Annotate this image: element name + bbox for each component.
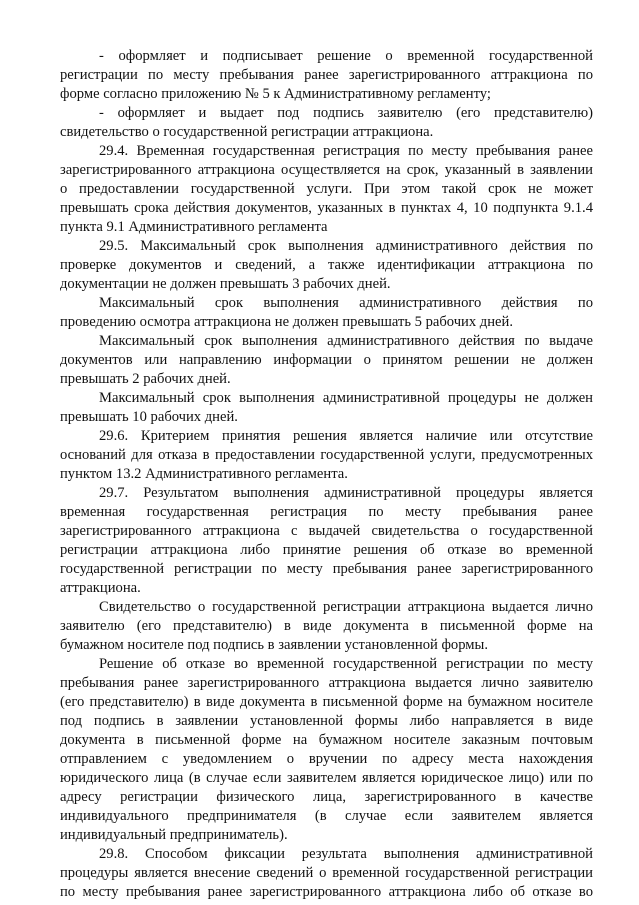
paragraph-line: пребывания ранее зарегистрированного аттракциона выдается лично заявителю <box>60 675 593 691</box>
paragraph <box>60 655 593 845</box>
paragraph <box>60 104 593 142</box>
paragraph <box>60 142 593 237</box>
paragraph <box>60 427 593 484</box>
paragraph-line: 29.7. Результатом выполнения административной процедуры является <box>99 485 593 501</box>
paragraph <box>60 294 593 332</box>
paragraph <box>60 389 593 427</box>
paragraph <box>60 598 593 655</box>
paragraph-line: Максимальный срок выполнения административного действия по <box>99 295 593 311</box>
paragraph-line: пунктом 13.2 Административного регламента. <box>60 466 348 482</box>
paragraph-line: - оформляет и подписывает решение о временной государственной <box>99 48 593 64</box>
paragraph-line: временная государственная регистрация по месту пребывания ранее <box>60 504 593 520</box>
paragraph-line: Максимальный срок выполнения административного действия по выдаче <box>99 333 593 349</box>
paragraph-line: 29.5. Максимальный срок выполнения административного действия по <box>99 238 593 254</box>
paragraph <box>60 47 593 104</box>
paragraph-line: документов или направлению информации о принятом решении не должен <box>60 352 593 368</box>
paragraph-line: (его представителю) в виде документа в письменной форме на бумажном носителе <box>60 694 593 710</box>
paragraph-line: бумажном носителе под подпись в заявлении установленной формы. <box>60 637 488 653</box>
paragraph-line: индивидуальный предприниматель). <box>60 827 288 843</box>
paragraph-line: документа в письменной форме на бумажном носителе заказным почтовым <box>60 732 593 748</box>
paragraph <box>60 484 593 598</box>
paragraph-line: регистрации аттракциона либо принятие решения об отказе во временной <box>60 542 593 558</box>
paragraph-line: отправлением с уведомлением о вручении по адресу места нахождения <box>60 751 593 767</box>
paragraph-line: превышать 10 рабочих дней. <box>60 409 238 425</box>
paragraph-line: Решение об отказе во временной государственной регистрации по месту <box>99 656 593 672</box>
paragraph <box>60 845 593 902</box>
paragraph-line: Максимальный срок выполнения административной процедуры не должен <box>99 390 593 406</box>
paragraph-line: 29.4. Временная государственная регистрация по месту пребывания ранее <box>99 143 593 159</box>
paragraph-line: превышать срока действия документов, указанных в пунктах 4, 10 подпункта 9.1.4 <box>60 200 593 216</box>
paragraph-line: юридического лица (в случае если заявителем является юридическое лицо) или по <box>60 770 593 786</box>
paragraph-line: по месту пребывания ранее зарегистрированного аттракциона либо об отказе во <box>60 884 593 900</box>
paragraph-line: индивидуального предпринимателя (в случае если заявителем является <box>60 808 593 824</box>
paragraph-line: документации не должен превышать 3 рабочих дней. <box>60 276 391 292</box>
paragraph-line: заявителю (его представителю) в виде документа в письменной форме на <box>60 618 593 634</box>
paragraph-line: проверке документов и сведений, а также идентификации аттракциона по <box>60 257 593 273</box>
paragraph-line: свидетельство о государственной регистрации аттракциона. <box>60 124 434 140</box>
paragraph-line: аттракциона. <box>60 580 141 596</box>
paragraph-line: государственной регистрации по месту пребывания ранее зарегистрированного <box>60 561 593 577</box>
paragraph-line: оснований для отказа в предоставлении государственной услуги, предусмотренных <box>60 447 593 463</box>
paragraph-line: под подпись в заявлении установленной формы либо направляется в виде <box>60 713 593 729</box>
paragraph-line: проведению осмотра аттракциона не должен превышать 5 рабочих дней. <box>60 314 513 330</box>
paragraph-line: форме согласно приложению № 5 к Административному регламенту; <box>60 86 491 102</box>
paragraph-line: - оформляет и выдает под подпись заявителю (его представителю) <box>99 105 593 121</box>
paragraph-line: зарегистрированного аттракциона осуществляется на срок, указанный в заявлении <box>60 162 593 178</box>
paragraph-line: Свидетельство о государственной регистрации аттракциона выдается лично <box>99 599 593 615</box>
paragraph-line: зарегистрированного аттракциона с выдачей свидетельства о государственной <box>60 523 593 539</box>
document-page <box>60 47 593 902</box>
paragraph-line: 29.6. Критерием принятия решения является наличие или отсутствие <box>99 428 593 444</box>
paragraph-line: пункта 9.1 Административного регламента <box>60 219 328 235</box>
paragraph-line: процедуры является внесение сведений о временной государственной регистрации <box>60 865 593 881</box>
paragraph-line: превышать 2 рабочих дней. <box>60 371 231 387</box>
paragraph-line: 29.8. Способом фиксации результата выполнения административной <box>99 846 593 862</box>
paragraph-line: о предоставлении государственной услуги. При этом такой срок не может <box>60 181 593 197</box>
paragraph <box>60 332 593 389</box>
paragraph-line: регистрации по месту пребывания ранее зарегистрированного аттракциона по <box>60 67 593 83</box>
paragraph-line: адресу регистрации физического лица, зарегистрированного в качестве <box>60 789 593 805</box>
paragraph <box>60 237 593 294</box>
